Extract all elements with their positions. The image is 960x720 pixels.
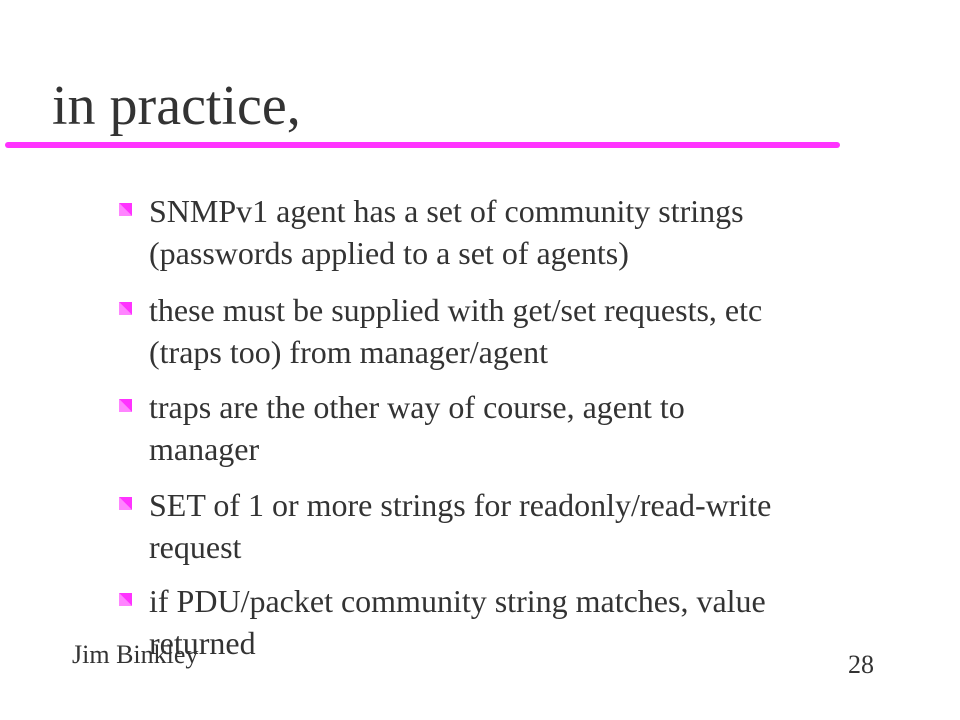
bullet-item — [118, 484, 908, 568]
bullet-item — [118, 190, 908, 274]
slide-title: in practice, — [52, 75, 301, 137]
footer-author: Jim Binkley — [72, 640, 199, 669]
diamond-bullet-icon — [118, 301, 136, 318]
bullet-text: if PDU/packet community string matches, value returned — [149, 583, 766, 661]
diamond-bullet-icon — [118, 496, 136, 513]
diamond-bullet-icon — [118, 592, 136, 609]
bullet-text: SNMPv1 agent has a set of community strings (passwords applied to a set of agents) — [149, 193, 744, 271]
bullet-text: traps are the other way of course, agent to manager — [149, 389, 685, 467]
title-underline — [5, 142, 840, 148]
diamond-bullet-icon — [118, 202, 136, 219]
bullet-item — [118, 386, 908, 470]
bullet-item — [118, 289, 908, 373]
diamond-bullet-icon — [118, 398, 136, 415]
bullet-item — [118, 580, 908, 664]
bullet-text: SET of 1 or more strings for readonly/read-write request — [149, 487, 772, 565]
page-number: 28 — [848, 650, 874, 679]
bullet-text: these must be supplied with get/set requests, etc (traps too) from manager/agent — [149, 292, 763, 370]
